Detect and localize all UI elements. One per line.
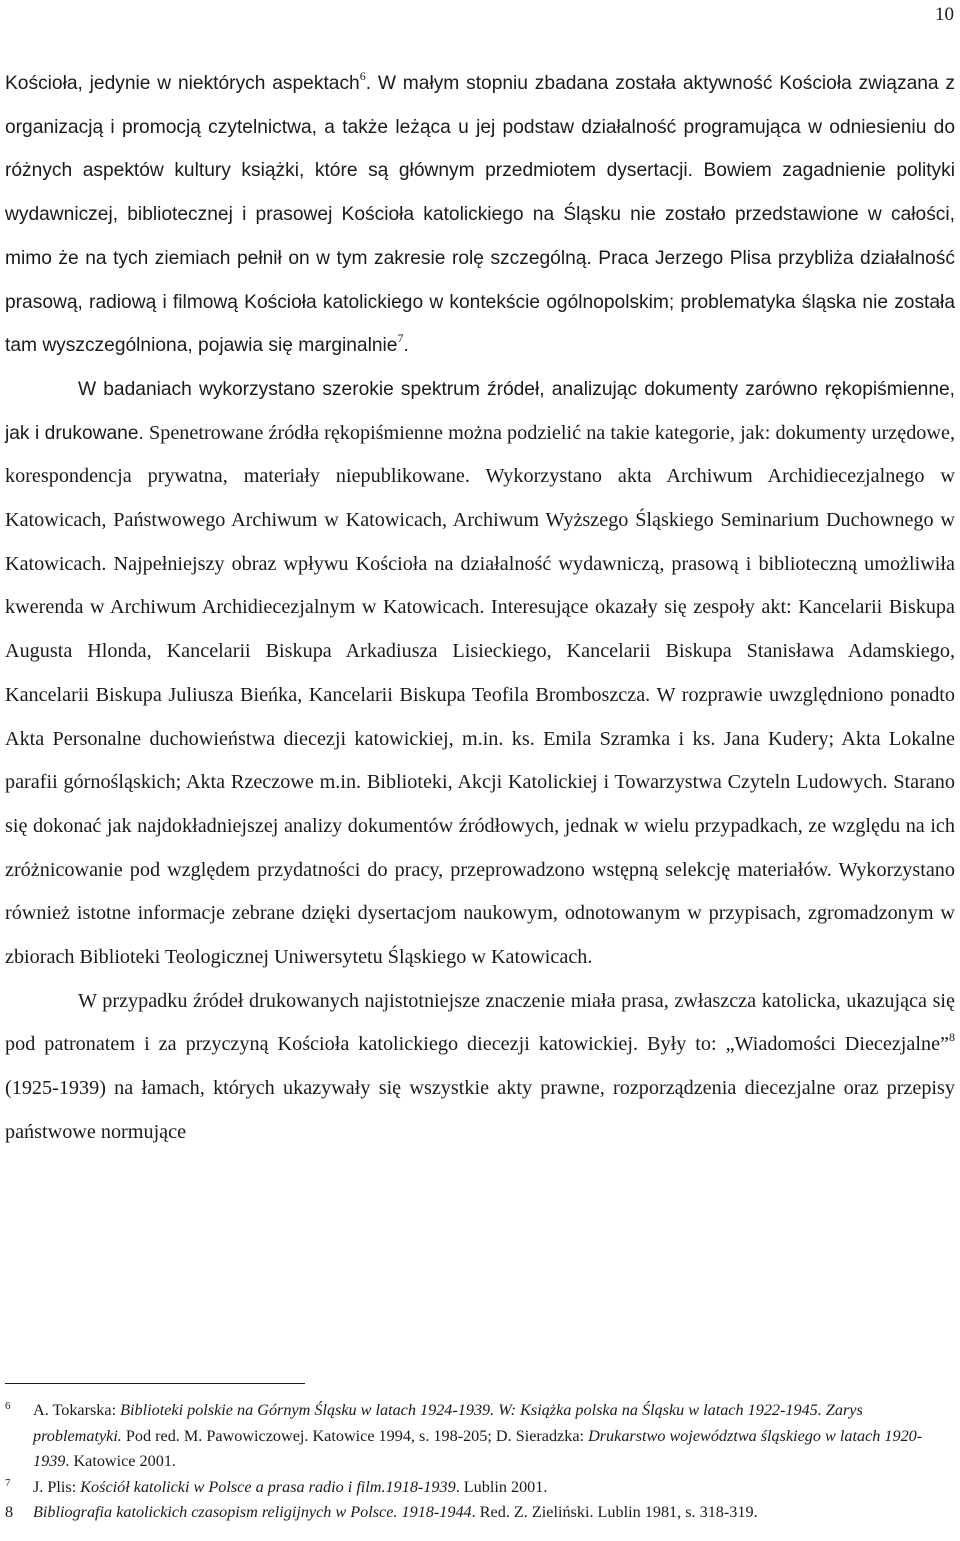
paragraph bbox=[5, 62, 955, 368]
text-run: Spenetrowane źródła rękopiśmienne można podzielić na takie kategorie, jak: dokumenty urzędowe, korespondencja prywatna, materiały niepublikowane. Wykorzystano akta Archiwum Archidiecezjalnego w Katowicach, Państwowego Archiwum w Katowicach, Archiwum Wyższego Śląskiego Seminarium Duchownego w Katowicach. Najpełniejszy obraz wpływu Kościoła na działalność wydawniczą, prasową i biblioteczną umożliwiła kwerenda w Archiwum Archidiecezjalnym w Katowicach. Interesujące okazały się zespoły akt: Kancelarii Biskupa Augusta Hlonda, Kancelarii Biskupa Arkadiusza Lisieckiego, Kancelarii Biskupa Stanisława Adamskiego, Kancelarii Biskupa Juliusza Bieńka, Kancelarii Biskupa Teofila Bromboszcza. W rozprawie uwzględniono ponadto Akta Personalne duchowieństwa diecezji katowickiej, m.in. ks. Emila Szramka i ks. Jana Kudery; Akta Lokalne parafii górnośląskich; Akta Rzeczowe m.in. Biblioteki, Akcji Katolickiej i Towarzystwa Czyteln Ludowych. Starano się dokonać jak najdokładniejszej analizy dokumentów źródłowych, jednak w wielu przypadkach, ze względu na ich zróżnicowanie pod względem przydatności do pracy, przeprowadzono wstępną selekcję materiałów. Wykorzystano również istotne informacje zebrane dzięki dysertacjom naukowym, odnotowanym w przypisach, zgromadzonym w zbiorach Biblioteki Teologicznej Uniwersytetu Śląskiego w Katowicach. bbox=[5, 421, 955, 969]
text-run: W badaniach wykorzystano szerokie spektrum źródeł, analizując dokumenty zarówno rękopiśmienne, jak i drukowane. bbox=[5, 378, 955, 444]
footnote-number: 6 bbox=[5, 1400, 11, 1412]
footnote bbox=[5, 1475, 940, 1501]
footnotes bbox=[5, 1398, 940, 1526]
citation-text: Pod red. M. Pawowiczowej. Katowice 1994, s. 198-205; D. Sieradzka: bbox=[121, 1426, 589, 1445]
text-run: Kościoła, jedynie w niektórych aspektach bbox=[5, 73, 360, 94]
text-run: . W małym stopniu zbadana została aktywność Kościoła związana z organizacją i promocją czytelnictwa, a także leżąca u jej podstaw działalność programująca w odniesieniu do różnych aspektów kultury książki, które są głównym przedmiotem dysertacji. Bowiem zagadnienie polityki wydawniczej, bibliotecznej i prasowej Kościoła katolickiego na Śląsku nie zostało przedstawione w całości, mimo że na tych ziemiach pełnił on w tym zakresie rolę szczególną. Praca Jerzego Plisa przybliża działalność prasową, radiową i filmową Kościoła katolickiego w kontekście ogólnopolskim; problematyka śląska nie została tam wyszczególniona, pojawia się marginalnie bbox=[5, 73, 955, 357]
footnote-number: 7 bbox=[5, 1476, 11, 1489]
citation-title: Bibliografia katolickich czasopism religijnych w Polsce. 1918-1944 bbox=[33, 1503, 472, 1521]
text-run: W przypadku źródeł drukowanych najistotniejsze znaczenie miała prasa, zwłaszcza katolicka, ukazująca się pod patronatem i za przyczyną Kościoła katolickiego diecezji katowickiej. Były to: „Wiadomości Diecezjalne” bbox=[5, 989, 955, 1056]
footnote-reference[interactable]: 8 bbox=[949, 1030, 955, 1045]
footnote-number: 8 bbox=[5, 1503, 14, 1521]
citation-text: . Lublin 2001. bbox=[455, 1477, 548, 1496]
citation-title: Kościół katolicki w Polsce a prasa radio i film.1918-1939 bbox=[80, 1477, 456, 1496]
body-text bbox=[5, 62, 955, 1155]
page-number: 10 bbox=[935, 4, 954, 25]
citation-text: . Red. Z. Zieliński. Lublin 1981, s. 318-319. bbox=[471, 1503, 758, 1521]
footnote-separator bbox=[5, 1383, 305, 1384]
footnote-marker bbox=[5, 1398, 33, 1424]
footnote-reference[interactable]: 7 bbox=[397, 331, 404, 346]
footnote bbox=[5, 1500, 940, 1526]
footnote-marker bbox=[5, 1500, 33, 1526]
footnote bbox=[5, 1398, 940, 1475]
footnote-reference[interactable]: 6 bbox=[359, 69, 366, 83]
citation-text: J. Plis: bbox=[33, 1477, 81, 1496]
citation-title: Drukarstwo województwa śląskiego w latach 1920-1939 bbox=[33, 1426, 923, 1470]
citation-text: . Katowice 2001. bbox=[65, 1452, 176, 1470]
citation-title: Biblioteki polskie na Górnym Śląsku w latach 1924-1939. W: Książka polska na Śląsku w latach 1922-1945. Zarys problematyki. bbox=[33, 1401, 863, 1445]
text-run: . bbox=[403, 335, 409, 357]
citation-text: A. Tokarska: bbox=[33, 1401, 121, 1419]
paragraph bbox=[5, 368, 955, 980]
footnote-marker bbox=[5, 1475, 33, 1501]
text-run: (1925-1939) na łamach, których ukazywały się wszystkie akty prawne, rozporządzenia diecezjalne oraz przepisy państwowe normujące bbox=[5, 1077, 955, 1143]
paragraph bbox=[5, 980, 955, 1155]
